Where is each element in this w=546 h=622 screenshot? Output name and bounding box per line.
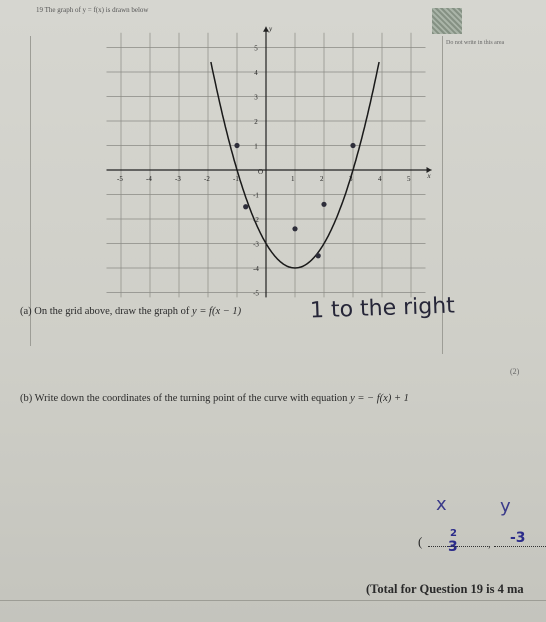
pencil-point: [234, 143, 239, 148]
question-intro: 19 The graph of y = f(x) is drawn below: [36, 6, 149, 14]
part-a-marks: (2): [510, 367, 520, 376]
part-a-handwritten-answer: 1 to the right: [309, 293, 456, 324]
pencil-point: [321, 202, 326, 207]
x-tick-label: 1: [291, 175, 295, 183]
x-tick-label: 5: [407, 175, 411, 183]
pencil-point: [292, 226, 297, 231]
x-tick-label: -5: [117, 175, 123, 183]
y-axis-label: y: [269, 24, 273, 33]
y-tick-label: -4: [253, 265, 259, 273]
part-a-equation: y = f(x − 1): [192, 306, 242, 317]
x-axis-label: x: [427, 172, 431, 180]
answer-y-value: -3: [510, 530, 526, 546]
answer-x-value-top: 2: [450, 528, 457, 539]
y-tick-label: 1: [254, 142, 258, 151]
axes: [107, 24, 432, 298]
x-tick-label: -2: [204, 175, 210, 183]
pencil-point: [243, 204, 248, 209]
answer-separator: ,: [488, 538, 491, 550]
x-tick-label: 4: [378, 175, 382, 183]
y-tick-label: -5: [253, 289, 259, 298]
answer-open-paren: (: [418, 534, 423, 549]
y-tick-label: -1: [253, 191, 259, 200]
part-b-text: (b) Write down the coordinates of the turning point of the curve with equation: [20, 393, 348, 404]
part-a-question: [20, 306, 241, 317]
handwritten-y-label: y: [500, 496, 511, 517]
answer-x-value: [448, 528, 458, 555]
answer-x-dotted-line: [428, 545, 488, 547]
x-tick-label: 2: [320, 175, 324, 183]
y-tick-label: -2: [253, 216, 259, 224]
y-tick-label: 5: [254, 44, 258, 53]
y-tick-label: 3: [254, 93, 258, 102]
part-b-question: [20, 393, 409, 404]
handwritten-x-label: x: [436, 494, 447, 515]
x-tick-label: -3: [175, 175, 181, 183]
pencil-point: [350, 143, 355, 148]
y-tick-label: -3: [253, 240, 259, 249]
margin-note: Do not write in this area: [446, 40, 505, 46]
x-tick-label: -1: [233, 175, 239, 183]
answer-x-crossed: 3: [448, 539, 458, 555]
answer-y-dotted-line: [494, 545, 546, 547]
x-tick-label: O: [258, 168, 264, 176]
x-tick-label: 3: [349, 175, 353, 183]
pencil-point: [316, 253, 321, 258]
y-tick-label: 2: [254, 118, 258, 126]
y-tick-label: 4: [254, 69, 258, 77]
part-a-text: (a) On the grid above, draw the graph of: [20, 306, 190, 317]
x-tick-label: -4: [146, 175, 152, 183]
total-marks: (Total for Question 19 is 4 ma: [366, 582, 524, 596]
part-b-equation: y = − f(x) + 1: [350, 393, 409, 404]
